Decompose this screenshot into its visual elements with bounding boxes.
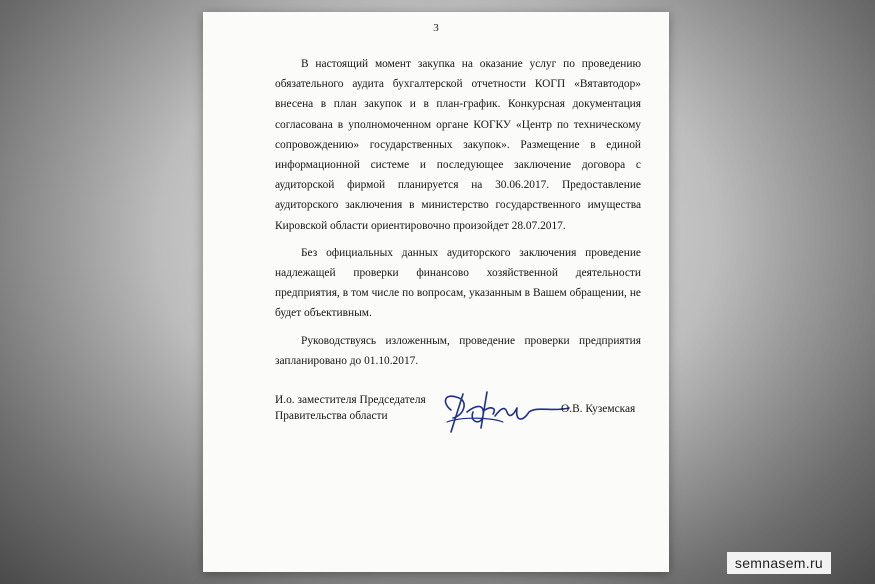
- document-page: [203, 12, 669, 572]
- signature-block: [275, 392, 655, 452]
- signatory-title-line2: Правительства области: [275, 410, 388, 422]
- paragraph-audit-conclusion: Без официальных данных аудиторского заключения проведение надлежащей проверки финансово хозяйственной деятельности предприятия, в том числе по вопросам, указанным в Вашем обращении, не будет объективным.: [275, 246, 641, 320]
- letter-body: [275, 54, 641, 378]
- signatory-title: [275, 392, 426, 424]
- handwritten-signature: [433, 382, 571, 440]
- paragraph-inspection-plan: Руководствуясь изложенным, проведение проверки предприятия запланировано до 01.10.2017.: [275, 334, 641, 367]
- paragraph-procurement: В настоящий момент закупка на оказание услуг по проведению обязательного аудита бухгалтерской отчетности КОГП «Вятавтодор» внесена в план закупок и в план-график. Конкурсная документация согласована в уполномоченном органе КОГКУ «Центр по техническому сопровождению» государственных закупок». Размещение в единой информационной системе и последующее заключение договора с аудиторской фирмой планируется на 30.06.2017. Предоставление аудиторского заключения в министерство государственного имущества Кировской области ориентировочно произойдет 28.07.2017.: [275, 58, 641, 232]
- site-watermark: semnasem.ru: [727, 552, 831, 574]
- page-number: 3: [433, 22, 439, 34]
- signatory-name: О.В. Куземская: [561, 403, 636, 415]
- signatory-title-line1: И.о. заместителя Председателя: [275, 394, 426, 406]
